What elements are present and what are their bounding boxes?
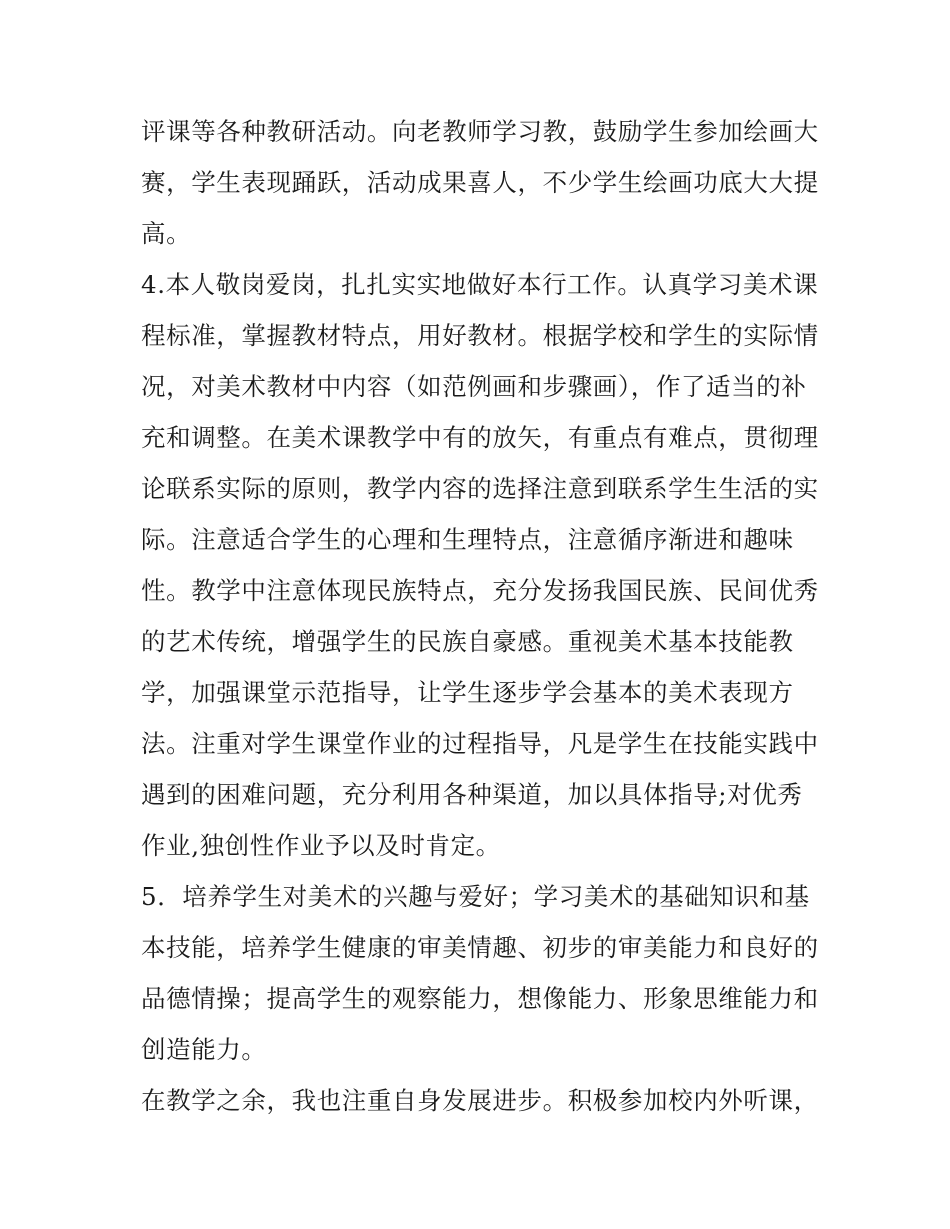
document-body xyxy=(141,106,821,1126)
paragraph-self-development: 在教学之余，我也注重自身发展进步。积极参加校内外听课， xyxy=(141,1086,819,1115)
paragraph-teaching-activities: 评课等各种教研活动。向老教师学习教，鼓励学生参加绘画大赛，学生表现踊跃，活动成果喜人，不少学生绘画功底大大提高。 xyxy=(141,117,819,248)
paragraph-item-5: 5．培养学生对美术的兴趣与爱好；学习美术的基础知识和基本技能，培养学生健康的审美情趣、初步的审美能力和良好的品德情操；提高学生的观察能力，想像能力、形象思维能力和创造能力。 xyxy=(141,882,819,1064)
paragraph-item-4: 4.本人敬岗爱岗，扎扎实实地做好本行工作。认真学习美术课程标准，掌握教材特点，用好教材。根据学校和学生的实际情况，对美术教材中内容（如范例画和步骤画），作了适当的补充和调整。在美术课教学中有的放矢，有重点有难点，贯彻理论联系实际的原则，教学内容的选择注意到联系学生生活的实际。注意适合学生的心理和生理特点，注意循序渐进和趣味性。教学中注意体现民族特点，充分发扬我国民族、民间优秀的艺术传统，增强学生的民族自豪感。重视美术基本技能教学，加强课堂示范指导，让学生逐步学会基本的美术表现方法。注重对学生课堂作业的过程指导，凡是学生在技能实践中遇到的困难问题，充分利用各种渠道，加以具体指导;对优秀作业,独创性作业予以及时肯定。 xyxy=(141,270,819,860)
